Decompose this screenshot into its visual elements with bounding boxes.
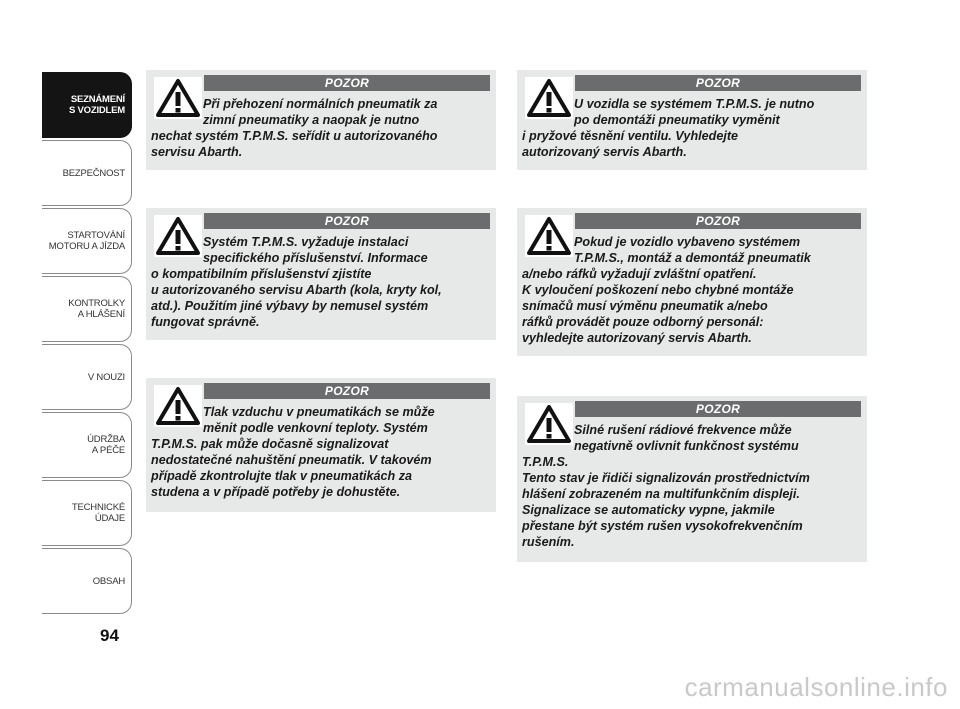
warning-lead: Pokud je vozidlo vybaveno systémem T.P.M.S., montáž a demontáž pneumatik — [574, 235, 811, 265]
warning-triangle-icon — [154, 77, 202, 119]
warning-box — [146, 208, 496, 340]
tab-udrzba[interactable]: ÚDRŽBA A PÉČE — [42, 412, 132, 478]
warning-header: POZOR — [204, 75, 490, 91]
warning-box — [517, 208, 867, 356]
warning-triangle-icon — [525, 215, 573, 257]
warning-lead: Silné rušení rádiové frekvence může negativně ovlivnit funkčnost systému — [574, 423, 799, 453]
warning-rest: o kompatibilním příslušenství zjistíte u autorizovaného servisu Abarth (kola, kryty kol, atd.). Použitím jiné výbavy by nemusel systém fungovat správně. — [151, 267, 442, 329]
warning-lead: Tlak vzduchu v pneumatikách se může měnit podle venkovní teploty. Systém — [203, 405, 435, 435]
warning-header: POZOR — [204, 383, 490, 399]
tab-v-nouzi[interactable]: V NOUZI — [42, 344, 132, 410]
warning-lead: Systém T.P.M.S. vyžaduje instalaci specifického příslušenství. Informace — [203, 235, 428, 265]
warning-box — [146, 70, 496, 170]
watermark: carmanualsonline.info — [684, 672, 948, 702]
warning-rest: a/nebo ráfků vyžadují zvláštní opatření. K vyloučení poškození nebo chybné montáže snímačů musí výměnu pneumatik a/nebo ráfků provádět pouze odborný personál: vyhledejte autorizovaný servis Abarth. — [522, 267, 794, 345]
warning-header: POZOR — [575, 401, 861, 417]
warning-rest: T.P.M.S. Tento stav je řidiči signalizován prostřednictvím hlášení zobrazeném na multifunkčním displeji. Signalizace se automaticky vypne, jakmile přestane být systém rušen vysokofrekvenčním rušením. — [522, 455, 810, 549]
tab-kontrolky[interactable]: KONTROLKY A HLÁŠENÍ — [42, 276, 132, 342]
warning-header: POZOR — [204, 213, 490, 229]
warning-box — [146, 378, 496, 512]
warning-lead: Při přehození normálních pneumatik za zimní pneumatiky a naopak je nutno — [203, 97, 438, 127]
warning-triangle-icon — [154, 215, 202, 257]
warning-triangle-icon — [525, 403, 573, 445]
warning-header: POZOR — [575, 75, 861, 91]
warning-rest: nechat systém T.P.M.S. seřídit u autorizovaného servisu Abarth. — [151, 129, 438, 159]
tab-obsah[interactable]: OBSAH — [42, 548, 132, 614]
warning-rest: T.P.M.S. pak může dočasně signalizovat nedostatečné nahuštění pneumatik. V takovém případě zkontrolujte tlak v pneumatikách za studena a v případě potřeby je dohustěte. — [151, 437, 432, 499]
warning-box — [517, 396, 867, 562]
tab-startovani[interactable]: STARTOVÁNÍ MOTORU A JÍZDA — [42, 208, 132, 274]
page-number: 94 — [100, 626, 119, 645]
warning-box — [517, 70, 867, 170]
tab-bezpecnost[interactable]: BEZPEČNOST — [42, 140, 132, 206]
warning-triangle-icon — [154, 385, 202, 427]
warning-lead: U vozidla se systémem T.P.M.S. je nutno po demontáži pneumatiky vyměnit — [574, 97, 815, 127]
warning-rest: i pryžové těsnění ventilu. Vyhledejte autorizovaný servis Abarth. — [522, 129, 739, 159]
warning-triangle-icon — [525, 77, 573, 119]
tab-technicke[interactable]: TECHNICKÉ ÚDAJE — [42, 480, 132, 546]
tab-seznameni[interactable]: SEZNÁMENÍ S VOZIDLEM — [42, 72, 132, 138]
warning-header: POZOR — [575, 213, 861, 229]
